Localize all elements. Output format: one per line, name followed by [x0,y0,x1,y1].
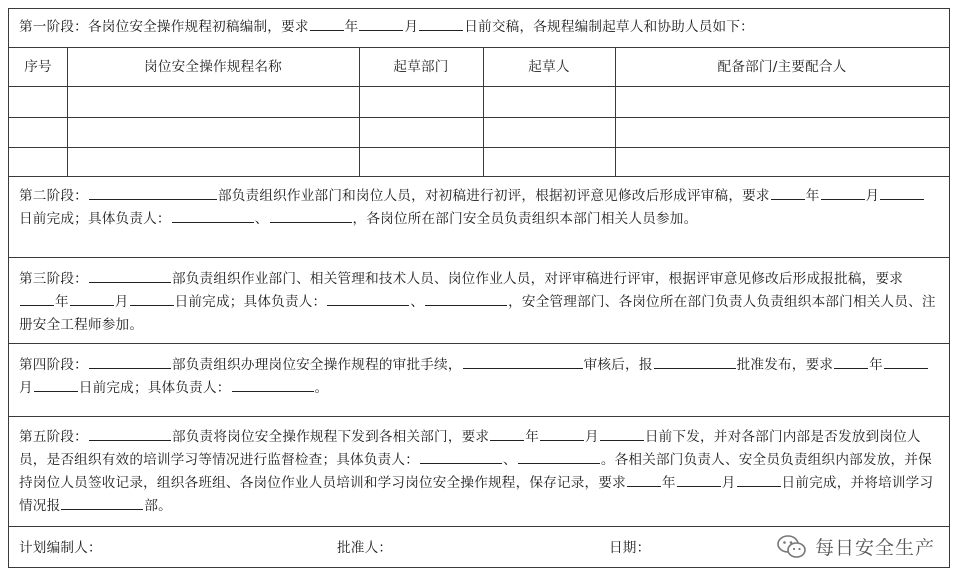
row-divider [9,117,949,118]
header-drafter: 起草人 [528,59,570,75]
year-blank [834,354,868,369]
stage3-label: 第三阶段： [19,271,88,287]
month-blank [540,426,584,441]
wechat-icon [777,534,807,560]
person-blank [425,291,507,306]
drafter-table [9,47,949,177]
stage4-text [19,354,939,400]
stage3-text-a: 部负责组织作业部门、相关管理和技术人员、岗位作业人员，对评审稿进行评审，根据评审意见修改后形成报批稿，要求 [171,271,904,287]
person-blank [172,208,254,223]
header-procedure-name: 岗位安全操作规程名称 [144,59,282,75]
month-blank [821,185,865,200]
day-blank [130,291,174,306]
month-label: 月 [19,380,33,396]
stage2-text-c: ，各岗位所在部门安全员负责组织本部门相关人员参加。 [352,211,698,227]
stage1-text [19,16,939,39]
stage2-row [9,177,949,258]
month-label: 月 [721,475,736,491]
month-blank [359,16,403,31]
year-blank [490,426,524,441]
stage4-text-a: 部负责组织办理岗位安全操作规程的审批手续， [171,357,462,373]
header-drafting-dept: 起草部门 [393,59,449,75]
year-label: 年 [55,294,69,310]
stage5-row [9,417,949,527]
day-blank [737,472,781,487]
stage3-text-c: ，安全管理部门、各岗位所在部门负责人负责组织本部门相关人员、注册安全工程师参加。 [19,294,936,333]
person-blank [327,291,409,306]
stage5-text-e: 部。 [144,498,172,514]
stage1-text-a: 第一阶段：各岗位安全操作规程初稿编制，要求 [19,19,309,35]
planner-label: 计划编制人： [19,540,102,556]
stage3-text [19,268,939,337]
year-blank [771,185,805,200]
year-blank [627,472,661,487]
separator: 、 [503,452,517,468]
stage4-text-e: 。 [314,380,329,396]
day-blank [34,377,78,392]
month-blank [677,472,721,487]
person-blank [232,377,314,392]
year-label: 年 [869,357,883,373]
year-label: 年 [661,475,676,491]
dept-blank [61,495,143,510]
stage5-text-d: 日前完成，并将培训学习情况报 [19,475,934,514]
dept-blank [89,426,171,441]
year-label: 年 [805,188,820,204]
year-label: 年 [525,429,540,445]
stage5-label: 第五阶段： [19,429,88,445]
stage1-row [9,9,949,47]
stage1-text-b: 日前交稿，各规程编制起草人和协助人员如下： [464,19,754,35]
approver-label: 批准人： [337,540,393,556]
stage-plan-form [8,8,950,568]
day-blank [880,185,924,200]
footer-row [9,527,949,569]
stage4-row [9,344,949,417]
stage2-text [19,185,939,231]
dept-blank [89,354,171,369]
separator: 、 [254,211,269,227]
person-blank [420,449,502,464]
stage4-text-d: 日前完成；具体负责人： [78,380,231,396]
stage5-text [19,426,939,518]
month-label: 月 [585,429,599,445]
person-blank [518,449,600,464]
date-label: 日期： [609,540,651,556]
header-index: 序号 [24,59,52,75]
stage4-text-b: 审核后，报 [583,357,653,373]
month-blank [70,291,114,306]
year-blank [20,291,54,306]
stage2-text-b: 日前完成；具体负责人： [19,211,171,227]
stage5-text-a: 部负责将岗位安全操作规程下发到各相关部门，要求 [171,429,490,445]
month-blank [884,354,928,369]
person-blank [270,208,352,223]
approver-blank [654,354,736,369]
stage5-text-c: 。各相关部门负责人、安全员负责组织内部发放，并保持岗位人员签收记录，组织各班组、各岗位作业人员培训和学习岗位安全操作规程，保存记录，要求 [19,452,932,491]
stage4-text-c: 批准发布，要求 [736,357,834,373]
month-label: 月 [114,294,129,310]
year-label: 年 [344,19,359,35]
stage2-label: 第二阶段： [19,188,88,204]
stage5-text-b: 日前下发，并对各部门内部是否发放到岗位人员，是否组织有效的培训学习等情况进行监督检查；具体负责人： [19,429,921,468]
row-divider [9,147,949,148]
month-label: 月 [404,19,419,35]
watermark-text: 每日安全生产 [814,537,935,559]
separator: 、 [410,294,425,310]
day-blank [419,16,463,31]
year-blank [310,16,344,31]
stage2-text-a: 部负责组织作业部门和岗位人员，对初稿进行初评，根据初评意见修改后形成评审稿，要求 [217,188,770,204]
month-label: 月 [865,188,880,204]
stage3-text-b: 日前完成；具体负责人： [174,294,327,310]
stage3-row [9,258,949,344]
dept-blank [89,268,171,283]
stage4-label: 第四阶段： [19,357,88,373]
row-divider [9,86,949,87]
reviewer-blank [463,354,583,369]
dept-blank [89,185,217,200]
header-coop-dept: 配备部门/主要配合人 [717,59,847,75]
watermark [777,533,935,560]
day-blank [600,426,644,441]
